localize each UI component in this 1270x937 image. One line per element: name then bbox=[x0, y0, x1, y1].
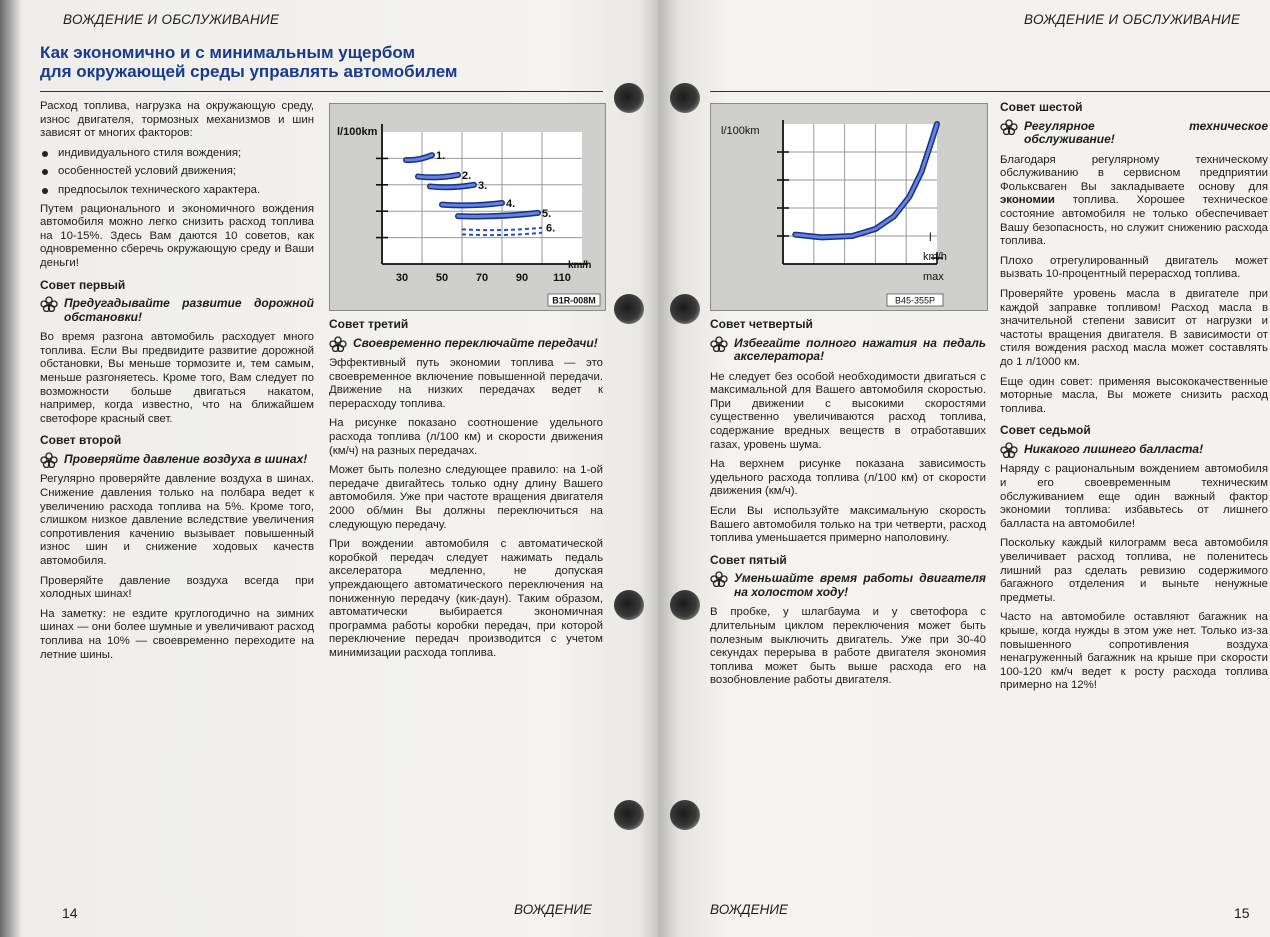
x-tick-label: 70 bbox=[475, 272, 489, 284]
page-number: 15 bbox=[1234, 905, 1250, 921]
tip-heading: Совет четвертый bbox=[710, 317, 813, 331]
y-axis-label: l/100km bbox=[337, 126, 378, 138]
binder-hole bbox=[670, 294, 700, 324]
page-15 bbox=[658, 0, 1270, 937]
tip-title: Своевременно переключайте передачи! bbox=[329, 337, 603, 351]
x-tick-label: 30 bbox=[395, 272, 409, 284]
tip-heading: Совет третий bbox=[329, 317, 409, 331]
x-tick-label: 90 bbox=[515, 272, 529, 284]
left-column: Расход топлива, нагрузка на окружающую среду, износ двигателя, тормозных механизмов и шин зависят от многих факторов: индивидуального стиля вождения; особенностей условий движения; предпосылок технического характера. Путем рационального и экономичного вождения автомобиля можно легко снизить расход топлива на 10-15%. Здесь Вам даются 10 советов, как одновременно сберечь окружающую среду и Ваши деньги! Совет первый Предугадывайте развитие дорожной обстановки! Во время разгона автомобиль расходует много топлива. Если Вы предвидите развитие дорожной обстановки, Вы меньше тормозите и, тем самым, меньше разгоняетесь. Кроме того, Вам следует по возможности больше двигаться накатом, например, когда известно, что на ближайшем светофоре красный свет. Совет второй Проверяйте давление воздуха в шинах! Регулярно проверяйте давление воздуха в шинах. Снижение давления только на полбара ведет к увеличению расхода топлива на 5%. Кроме того, слишком низкое давление вследствие увеличения сопротивления качению вызывает повышенный износ шин и снижение ходовых качеств автомобиля. Проверяйте давление воздуха всегда при холодных шинах! На заметку: не ездите круглогодично на зимних шинах — они более шумные и увеличивают расход топлива на 10% — своевременно переходите на летние шины. bbox=[40, 100, 314, 661]
tip-heading: Совет второй bbox=[40, 433, 122, 448]
tip-title: Никакого лишнего балласта! bbox=[1000, 443, 1268, 457]
flower-icon bbox=[710, 571, 728, 587]
binder-hole bbox=[614, 83, 644, 113]
plot-area bbox=[382, 132, 582, 264]
binder-hole bbox=[670, 590, 700, 620]
x-tick-label: 50 bbox=[435, 272, 449, 284]
tip-title: Избегайте полного нажатия на педаль акселератора! bbox=[710, 337, 986, 364]
binder-hole bbox=[614, 590, 644, 620]
tip-title: Регулярное техническое обслуживание! bbox=[1000, 120, 1268, 147]
page-header: ВОЖДЕНИЕ И ОБСЛУЖИВАНИЕ bbox=[1024, 12, 1241, 27]
tip-title: Предугадывайте развитие дорожной обстановки! bbox=[40, 297, 314, 324]
binder-hole bbox=[670, 800, 700, 830]
y-axis-label: l/100km bbox=[721, 125, 760, 137]
chart-gears bbox=[329, 103, 606, 311]
series-label: 6. bbox=[546, 222, 556, 235]
flower-icon bbox=[1000, 442, 1018, 458]
tip-heading: Совет шестой bbox=[1000, 100, 1083, 114]
title-rule bbox=[40, 91, 603, 92]
page-footer: ВОЖДЕНИЕ bbox=[514, 902, 593, 917]
middle-column: Совет третий Своевременно переключайте передачи! Эффективный путь экономии топлива — это своевременное включение повышенной передачи. Движение на низких передачах ведет к перерасходу топлива. На рисунке показано соотношение удельного расхода топлива (л/100 км) и скорости движения (км/ч) на разных передачах. Может быть полезно следующее правило: на 1-ой передаче двигайтесь только одну длину Вашего автомобиля. Уже при частоте вращения двигателя 2000 об/мин Вы должны переключиться на следующую передачу. При вождении автомобиля с автоматической коробкой передач следует нажимать педаль акселератора медленно, не допуская упреждающего автоматического переключения на пониженную передачу (кик-даун). Таким образом, автоматически выбирается экономичная программа работы коробки передач, при которой переключение передач производится с учетом минимизации расхода топлива. bbox=[329, 317, 603, 659]
binder-hole bbox=[670, 83, 700, 113]
chart-speed bbox=[710, 103, 988, 311]
tip-heading: Совет пятый bbox=[710, 552, 787, 567]
series-label: 5. bbox=[542, 207, 552, 220]
right-column: Совет шестой Регулярное техническое обслуживание! Благодаря регулярному техническому обслуживанию в сервисном предприятии Фольксваген Вы закладываете основу для экономии топлива. Хорошее техническое состояние автомобиля не только обеспечивает Вашу безопасность, но служит снижению расхода топлива. Плохо отрегулированный двигатель может вызвать 10-процентный перерасход топлива. Проверяйте уровень масла в двигателе при каждой заправке топливом! Расход масла в значительной степени зависит от нагрузки и частоты вращения двигателя. В зависимости от стиля вождения расход масла может составлять до 1 л/1000 км. Еще один совет: применяя высококачественные моторные масла, Вы можете снизить расход топлива. Совет седьмой Никакого лишнего балласта! Наряду с рациональным вождением автомобиля и его своевременным техническим обслуживанием еще один важный фактор экономии топлива: избавьтесь от лишнего балласта на автомобиле! Поскольку каждый килограмм веса автомобиля увеличивает расход топлива, не поленитесь лишний раз сделать ревизию содержимого багажного отделения и выньте ненужные предметы. Часто на автомобиле оставляют багажник на крыше, когда нужды в этом уже нет. Только из-за повышенного сопротивления воздуха ненагруженный багажник на крыше при скорости 100-120 км/ч ведет к росту расхода топлива примерно на 12%! bbox=[1000, 100, 1268, 692]
binder-hole bbox=[614, 294, 644, 324]
list-item: индивидуального стиля вождения; bbox=[40, 147, 314, 161]
factors-list bbox=[40, 147, 314, 198]
flower-icon bbox=[1000, 119, 1018, 135]
binder-hole bbox=[614, 800, 644, 830]
page-title: Как экономично и с минимальным ущербом для окружающей среды управлять автомобилем bbox=[40, 43, 458, 81]
tip-heading: Совет первый bbox=[40, 277, 126, 292]
page-number: 14 bbox=[62, 905, 78, 921]
tip-title: Уменьшайте время работы двигателя на холостом ходу! bbox=[710, 572, 986, 599]
page-footer: ВОЖДЕНИЕ bbox=[710, 902, 789, 917]
speed-consumption-chart bbox=[711, 104, 987, 310]
tip-title: Проверяйте давление воздуха в шинах! bbox=[40, 453, 314, 467]
title-rule bbox=[710, 91, 1270, 92]
tip-heading: Совет седьмой bbox=[1000, 423, 1091, 438]
flower-icon bbox=[710, 336, 728, 352]
series-label: 1. bbox=[436, 150, 446, 163]
list-item: предпосылок технического характера. bbox=[40, 184, 314, 198]
flower-icon bbox=[40, 296, 58, 312]
x-axis-label: km/h bbox=[568, 260, 592, 271]
flower-icon bbox=[40, 452, 58, 468]
curve-label: l bbox=[929, 230, 932, 244]
series-label: 3. bbox=[478, 179, 488, 192]
figure-code: B1R-008M bbox=[552, 295, 596, 306]
page-header: ВОЖДЕНИЕ И ОБСЛУЖИВАНИЕ bbox=[63, 12, 280, 27]
series-label: 2. bbox=[462, 169, 472, 182]
figure-code: B45-355P bbox=[894, 295, 936, 306]
flower-icon bbox=[329, 336, 347, 352]
right-middle-column: Совет четвертый Избегайте полного нажатия на педаль акселератора! Не следует без особой необходимости двигаться с максимальной для Вашего автомобиля скоростью. При движении с высокими скоростями существенно увеличиваются расход топлива, содержание вредных веществ в отработавших газах, уровень шума. На верхнем рисунке показана зависимость удельного расхода топлива (л/100 км) от скорости движения (км/ч). Если Вы используйте максимальную скорость Вашего автомобиля только на три четверти, расход топлива уменьшается примерно наполовину. Совет пятый Уменьшайте время работы двигателя на холостом ходу! В пробке, у шлагбаума и у светофора с длительным циклом переключения может быть полезным выключить двигатель. Уже при 30-40 секундах перерыва в работе двигателя экономия топлива может быть выше расхода его на возобновление работы двигателя. bbox=[710, 317, 986, 687]
x-end-label: max bbox=[923, 271, 944, 283]
x-axis-label: km/h bbox=[923, 251, 947, 263]
x-tick-label: 110 bbox=[553, 272, 571, 284]
gear-consumption-chart bbox=[330, 104, 605, 310]
list-item: особенностей условий движения; bbox=[40, 165, 314, 179]
series-label: 4. bbox=[506, 197, 516, 210]
